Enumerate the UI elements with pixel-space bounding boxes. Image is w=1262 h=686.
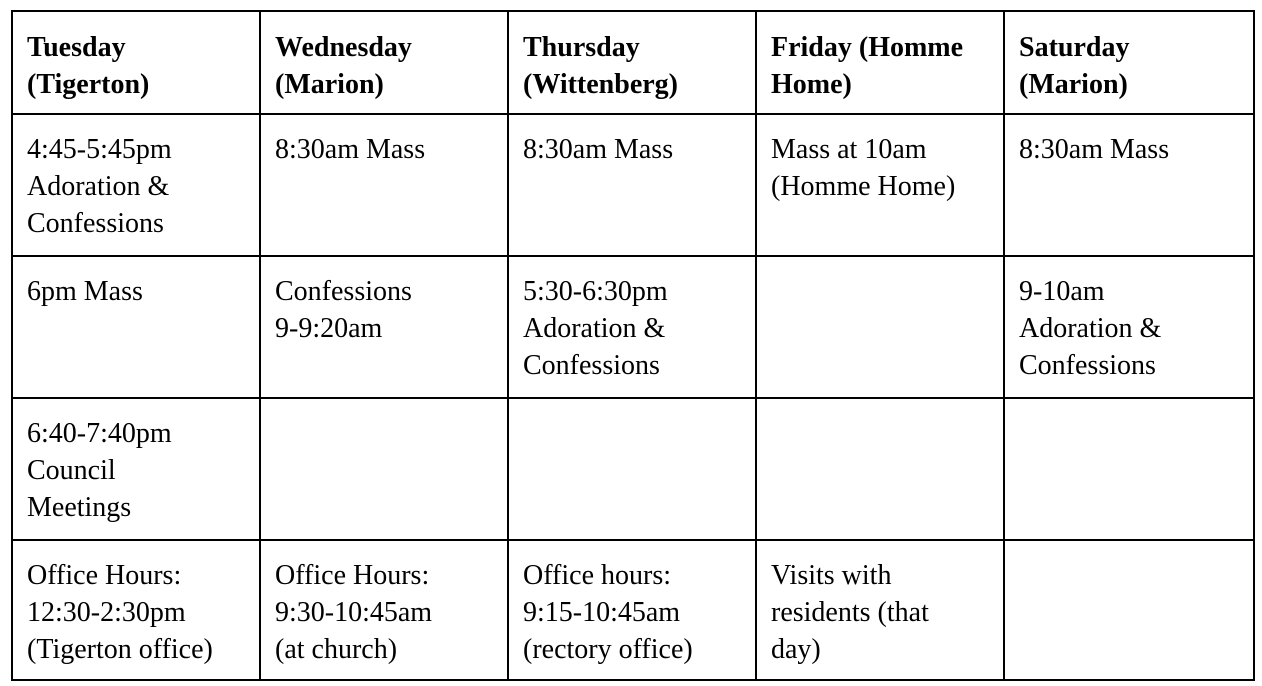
cell-line: residents (that: [771, 597, 929, 628]
table-cell: [1004, 114, 1254, 256]
schedule-table: [11, 10, 1255, 681]
cell-line: Council: [27, 455, 116, 486]
cell-line: (at church): [275, 634, 398, 665]
table-cell: [508, 540, 756, 680]
cell-line: 4:45-5:45pm: [27, 134, 172, 165]
table-cell: [260, 540, 508, 680]
cell-line: Office Hours:: [275, 560, 430, 591]
cell-line: Visits with: [771, 560, 892, 591]
header-line: (Wittenberg): [523, 69, 678, 100]
table-cell: [260, 398, 508, 540]
header-friday: [756, 11, 1004, 114]
cell-line: Confessions: [27, 208, 164, 239]
cell-line: Confessions: [1019, 350, 1156, 381]
table-row: [12, 398, 1254, 540]
cell-line: 6pm Mass: [27, 276, 143, 307]
cell-line: 9:30-10:45am: [275, 597, 433, 628]
table-cell: [1004, 398, 1254, 540]
cell-line: 8:30am Mass: [523, 134, 674, 165]
table-cell: [12, 540, 260, 680]
cell-line: 9:15-10:45am: [523, 597, 681, 628]
cell-line: (rectory office): [523, 634, 693, 665]
cell-line: Office hours:: [523, 560, 671, 591]
cell-line: Mass at 10am: [771, 134, 927, 165]
cell-line: Adoration &: [1019, 313, 1162, 344]
cell-line: Meetings: [27, 492, 132, 523]
cell-line: Adoration &: [27, 171, 170, 202]
table-row: [12, 540, 1254, 680]
table-cell: [260, 114, 508, 256]
cell-line: (Tigerton office): [27, 634, 213, 665]
cell-line: 12:30-2:30pm: [27, 597, 186, 628]
table-cell: [1004, 540, 1254, 680]
table-cell: [756, 114, 1004, 256]
cell-line: Office Hours:: [27, 560, 182, 591]
table-cell: [1004, 256, 1254, 398]
table-cell: [260, 256, 508, 398]
table-row: [12, 114, 1254, 256]
cell-line: 5:30-6:30pm: [523, 276, 668, 307]
cell-line: 8:30am Mass: [1019, 134, 1170, 165]
table-cell: [756, 256, 1004, 398]
header-line: Thursday: [523, 32, 640, 63]
header-line: Wednesday: [275, 32, 412, 63]
table-row: [12, 256, 1254, 398]
table-cell: [12, 398, 260, 540]
header-line: (Tigerton): [27, 69, 150, 100]
table-cell: [12, 114, 260, 256]
header-saturday: [1004, 11, 1254, 114]
header-line: Friday (Homme: [771, 32, 964, 63]
header-line: (Marion): [275, 69, 384, 100]
table-cell: [12, 256, 260, 398]
header-thursday: [508, 11, 756, 114]
header-line: Saturday: [1019, 32, 1130, 63]
cell-line: Adoration &: [523, 313, 666, 344]
cell-line: (Homme Home): [771, 171, 956, 202]
cell-line: 8:30am Mass: [275, 134, 426, 165]
table-cell: [508, 398, 756, 540]
cell-line: Confessions: [275, 276, 412, 307]
header-row: [12, 11, 1254, 114]
cell-line: Confessions: [523, 350, 660, 381]
header-line: Home): [771, 69, 852, 100]
table-cell: [756, 398, 1004, 540]
header-line: (Marion): [1019, 69, 1128, 100]
cell-line: day): [771, 634, 821, 665]
table-cell: [508, 256, 756, 398]
cell-line: 9-9:20am: [275, 313, 383, 344]
cell-line: 9-10am: [1019, 276, 1105, 307]
table-cell: [508, 114, 756, 256]
header-tuesday: [12, 11, 260, 114]
table-cell: [756, 540, 1004, 680]
header-wednesday: [260, 11, 508, 114]
header-line: Tuesday: [27, 32, 126, 63]
cell-line: 6:40-7:40pm: [27, 418, 172, 449]
